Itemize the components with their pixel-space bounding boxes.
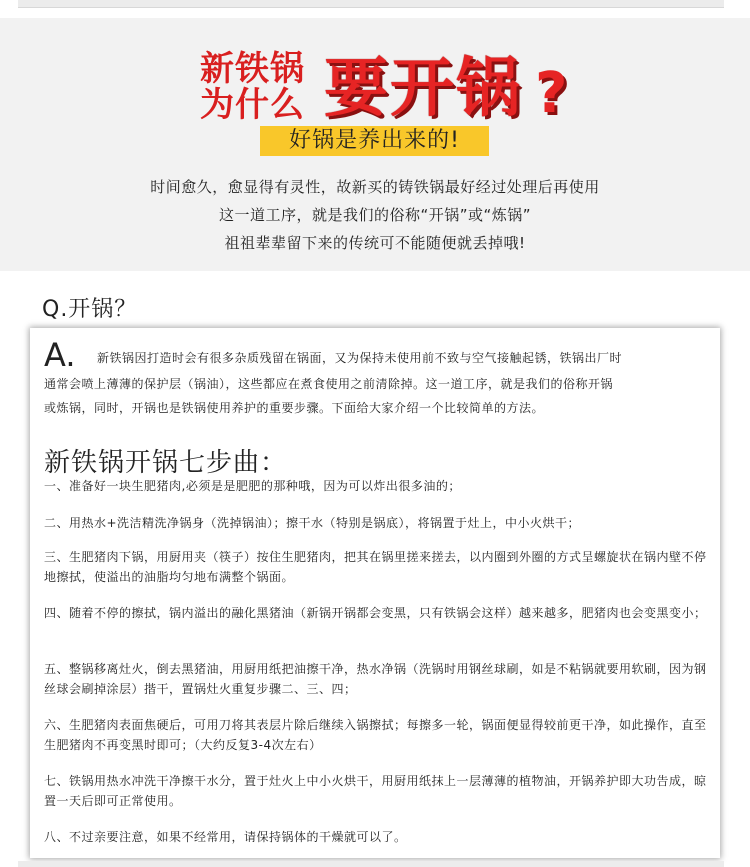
step-item-6: 六、生肥猪肉表面焦硬后，可用刀将其表层片除后继续入锅擦拭；每擦多一轮，锅面便显得较前更干净，如此操作，直至生肥猪肉不再变黑时即可；（大约反复3-4次左右）: [44, 718, 707, 752]
step-item-3: 三、生肥猪肉下锅，用厨用夹（筷子）按住生肥猪肉，把其在锅里搓来搓去，以内圈到外圈的方式呈螺旋状在锅内壁不停地擦拭，使溢出的油脂均匀地布满整个锅面。: [44, 550, 707, 584]
top-divider: [18, 0, 724, 8]
step-item-7: 七、铁锅用热水冲洗干净擦干水分，置于灶火上中小火烘干，用厨用纸抹上一层薄薄的植物油，开锅养护即大功告成，晾置一天后即可正常使用。: [44, 774, 707, 808]
answer-card: [30, 328, 720, 858]
hero-small-title-line2: 为什么: [200, 85, 305, 125]
step-item-1: 一、准备好一块生肥猪肉,必须是是肥肥的那种哦，因为可以炸出很多油的；: [44, 479, 461, 493]
bottom-divider: [18, 861, 724, 867]
step-item-8: 八、不过亲要注意，如果不经常用，请保持锅体的干燥就可以了。: [44, 830, 407, 844]
answer-line2: 通常会喷上薄薄的保护层（锅油），这些都应在煮食使用之前清除掉。这一道工序，就是我们的俗称开锅: [44, 377, 614, 391]
hero-tagline: 好锅是养出来的!: [260, 126, 489, 156]
answer-line1: 新铁锅因打造时会有很多杂质残留在锅面，又为保持未使用前不致与空气接触起锈，铁锅出厂时: [97, 351, 623, 365]
hero-banner: [0, 18, 750, 271]
answer-line3: 或炼锅，同时，开锅也是铁锅使用养护的重要步骤。下面给大家介绍一个比较简单的方法。: [44, 401, 545, 415]
hero-description-line1: 时间愈久，愈显得有灵性，故新买的铸铁锅最好经过处理后再使用: [150, 178, 600, 196]
hero-description-line3: 祖祖辈辈留下来的传统可不能随便就丢掉哦!: [224, 234, 526, 252]
answer-letter: A.: [44, 336, 76, 374]
hero-big-title: 要开锅: [324, 52, 522, 126]
step-item-4: 四、随着不停的擦拭，锅内溢出的融化黑猪油（新锅开锅都会变黑，只有铁锅会这样）越来越多，肥猪肉也会变黑变小；: [44, 606, 707, 620]
hero-small-title-line1: 新铁锅: [200, 49, 305, 89]
steps-title: 新铁锅开锅七步曲：: [44, 448, 288, 478]
hero-description-line2: 这一道工序，就是我们的俗称“开锅”或“炼锅”: [218, 206, 532, 224]
question-mark-icon: ?: [535, 61, 568, 126]
step-item-2: 二、用热水+洗洁精洗净锅身（洗掉锅油）；擦干水（特别是锅底），将锅置于灶上，中小火烘干；: [44, 516, 581, 530]
question-heading: Q.开锅？: [42, 297, 138, 322]
step-item-5: 五、整锅移离灶火，倒去黑猪油，用厨用纸把油擦干净，热水净锅（洗锅时用钢丝球刷，如是不粘锅就要用软刷，因为钢丝球会刷掉涂层）揩干，置锅灶火重复步骤二、三、四；: [44, 662, 707, 696]
